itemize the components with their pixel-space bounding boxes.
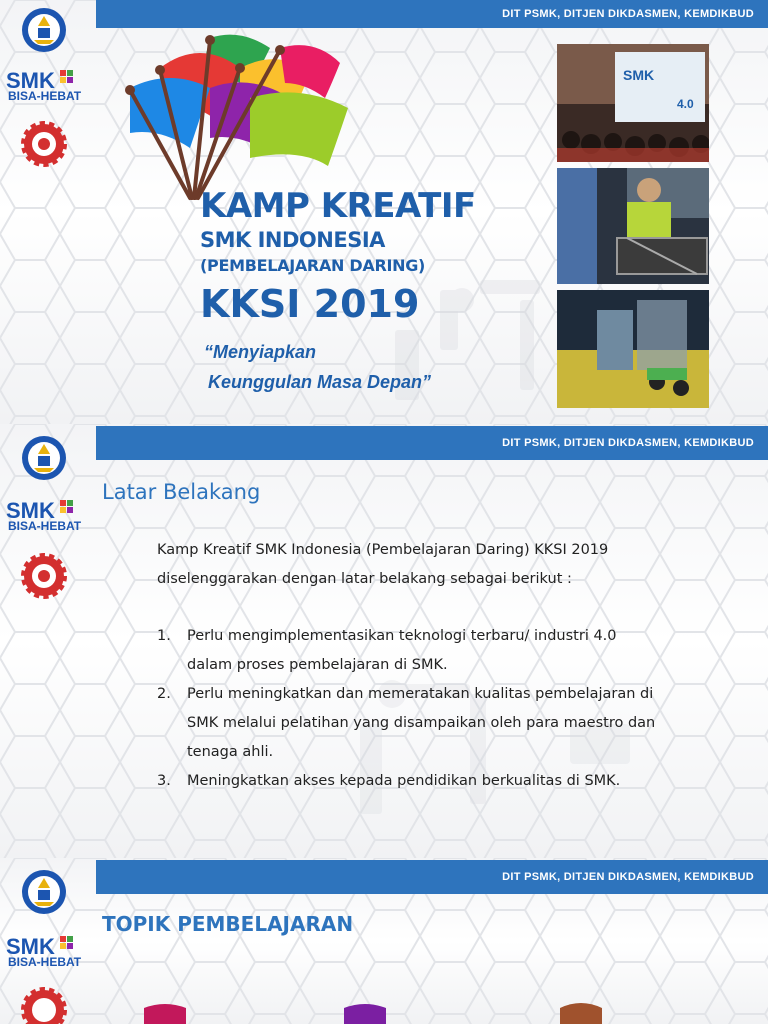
list-item-line: SMK melalui pelatihan yang disampaikan oleh para maestro dan	[187, 715, 656, 731]
logo-column	[0, 0, 96, 424]
quote-line-2: Keunggulan Masa Depan”	[208, 372, 432, 392]
list-item-line: tenaga ahli.	[187, 744, 274, 760]
list-item-line: Meningkatkan akses kepada pendidikan berkualitas di SMK.	[187, 773, 621, 789]
list-item	[157, 680, 717, 767]
list-item	[157, 767, 717, 796]
tut-wuri-handayani-logo	[20, 6, 68, 54]
slide-latar-belakang	[0, 424, 768, 858]
title-kamp-kreatif: KAMP KREATIF	[200, 186, 476, 226]
smk-bisa-hebat-logo	[4, 494, 88, 538]
quote-line-1: “Menyiapkan	[204, 342, 317, 362]
title-kksi-2019: KKSI 2019	[200, 282, 420, 326]
smk-bisa-hebat-logo	[4, 930, 88, 974]
header-org-text: DIT PSMK, DITJEN DIKDASMEN, KEMDIKBUD	[502, 437, 754, 449]
title-smk-indonesia: SMK INDONESIA	[200, 228, 385, 252]
gear-icon	[20, 120, 68, 168]
background-list	[157, 622, 717, 796]
logo-column	[0, 858, 96, 1024]
kksi-flags-logo	[100, 28, 360, 208]
header-bar	[96, 860, 768, 894]
list-item-line: Perlu mengimplementasikan teknologi terbaru/ industri 4.0	[187, 628, 617, 644]
intro-line: diselenggarakan dengan latar belakang sebagai berikut :	[157, 571, 572, 587]
topic-flag-icon	[140, 1000, 190, 1024]
slide-topik-pembelajaran	[0, 858, 768, 1024]
section-title-topik: TOPIK PEMBELAJARAN	[102, 912, 354, 936]
header-org-text: DIT PSMK, DITJEN DIKDASMEN, KEMDIKBUD	[502, 871, 754, 883]
list-item	[157, 622, 717, 680]
bisa-hebat-text: BISA-HEBAT	[8, 519, 82, 533]
bisa-hebat-text: BISA-HEBAT	[8, 955, 82, 969]
bisa-hebat-text: BISA-HEBAT	[8, 89, 82, 103]
header-bar	[96, 0, 768, 28]
header-bar	[96, 426, 768, 460]
intro-paragraph	[157, 536, 717, 594]
list-item-line: dalam proses pembelajaran di SMK.	[187, 657, 448, 673]
tut-wuri-handayani-logo	[20, 434, 68, 482]
smk-logo-text: SMK	[6, 934, 55, 959]
logo-column	[0, 424, 96, 858]
list-item-line: Perlu meningkatkan dan memeratakan kualitas pembelajaran di	[187, 686, 654, 702]
smk-logo-text: SMK	[6, 498, 55, 523]
section-title-latar-belakang: Latar Belakang	[102, 480, 261, 504]
photo-robotics	[557, 168, 709, 284]
photo-40-text: 4.0	[677, 97, 694, 111]
list-item-number: 1.	[157, 628, 171, 644]
topic-flag-icon	[340, 1000, 390, 1024]
list-item-number: 2.	[157, 686, 171, 702]
topic-flag-icon	[556, 998, 606, 1024]
photo-workshop	[557, 290, 709, 408]
gear-icon	[20, 552, 68, 600]
list-item-number: 3.	[157, 773, 171, 789]
tut-wuri-handayani-logo	[20, 868, 68, 916]
photo-smk-text: SMK	[623, 67, 655, 83]
gear-icon	[20, 986, 68, 1024]
slide-cover	[0, 0, 768, 424]
header-org-text: DIT PSMK, DITJEN DIKDASMEN, KEMDIKBUD	[502, 8, 754, 20]
photo-conference	[557, 44, 709, 162]
smk-logo-text: SMK	[6, 68, 55, 93]
title-pembelajaran-daring: (PEMBELAJARAN DARING)	[200, 256, 426, 275]
intro-line: Kamp Kreatif SMK Indonesia (Pembelajaran Daring) KKSI 2019	[157, 542, 609, 558]
smk-bisa-hebat-logo	[4, 64, 88, 108]
